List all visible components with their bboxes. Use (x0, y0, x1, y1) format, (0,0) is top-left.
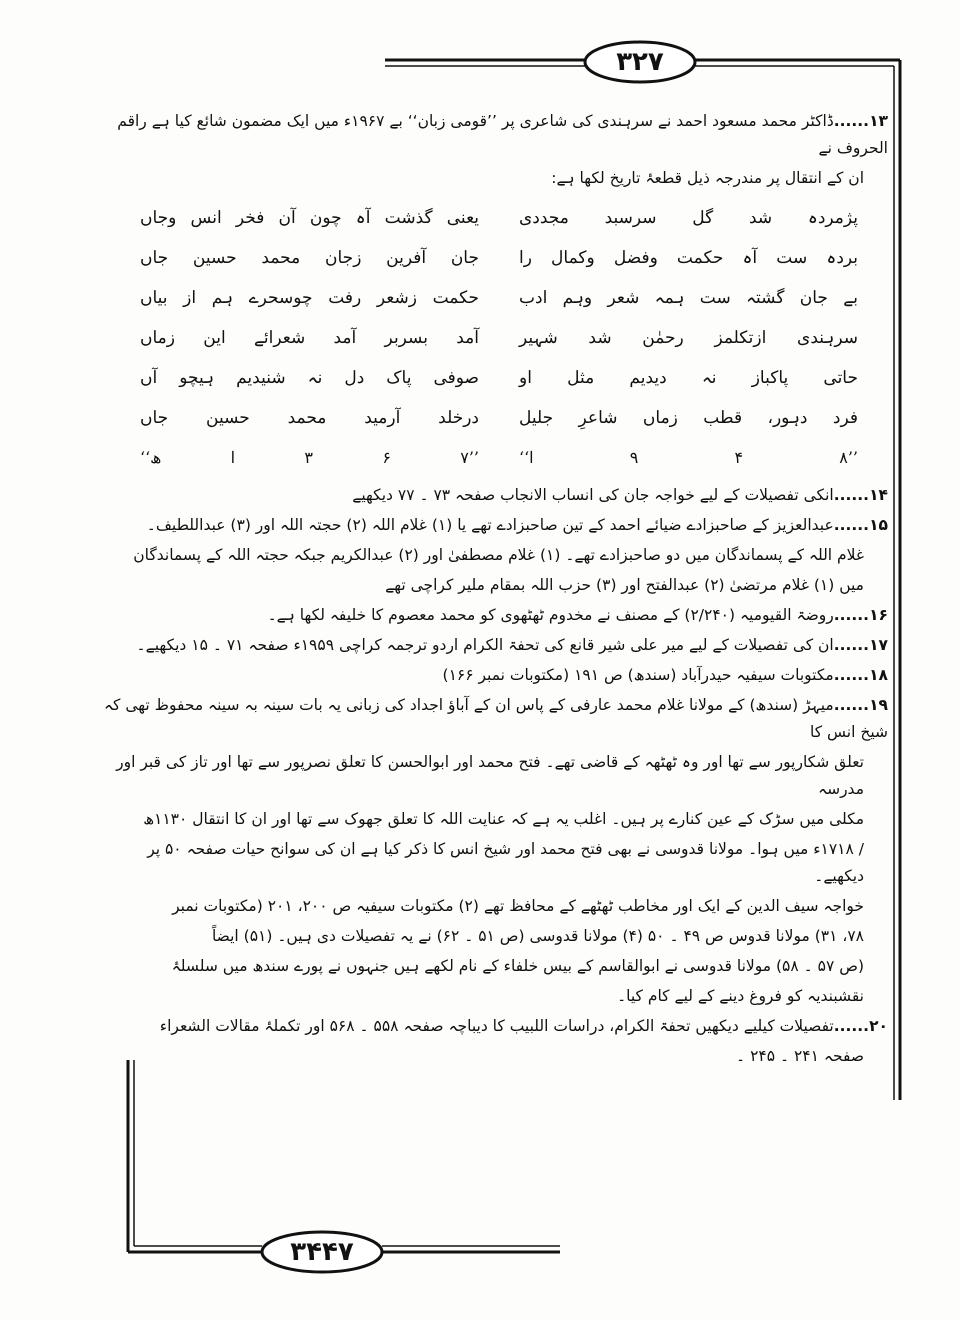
note-number: ۲۰...... (833, 1017, 888, 1035)
chronogram-year-digits (519, 438, 858, 478)
note-number: ۱۶...... (833, 606, 888, 624)
poem-line: صوفی پاک دل نہ شنیدیم ہیچو آں (140, 368, 479, 388)
poem-line: حکمت زشعر رفت چوسحرے ہم از بیاں (140, 288, 479, 308)
poem-line: پژمردہ شد گل سرسبد مجددی (519, 208, 858, 228)
page-number-top: ۳۲۷ (616, 47, 664, 77)
note-18 (100, 662, 888, 689)
note-20 (100, 1013, 888, 1040)
poem-line: درخلد آرمید محمد حسین جاں (140, 408, 479, 428)
note-13 (100, 108, 888, 162)
note-19-continued: خواجہ سیف الدین کے ایک اور مخاطب ٹھٹھے کے محافظ تھے (۲) مکتوبات سیفیہ ص ۲۰۰، ۲۰۱ (مکتوبات نمبر (172, 897, 864, 915)
poem-line: سرہندی ازتکلمز رحمٰن شد شہیر (519, 328, 858, 348)
note-17 (100, 632, 888, 659)
digit: ’’۷ (460, 448, 479, 467)
note-19-continued: نقشبندیہ کو فروغ دینے کے لیے کام کیا۔ (617, 987, 864, 1005)
note-text: میہڑ (سندھ) کے مولانا غلام محمد عارفی کے پاس ان کے آباؤ اجداد کی زبانی یہ بات سینہ بہ سینہ محفوظ تھی کہ شیخ انس کا (103, 696, 888, 741)
page-number-bottom: ۳۴۴۷ (290, 1237, 354, 1267)
note-number: ۱۹...... (833, 696, 888, 714)
note-14 (100, 482, 888, 509)
note-text: مکتوبات سیفیہ حیدرآباد (سندھ) ص ۱۹۱ (مکتوبات نمبر ۱۶۶) (442, 666, 834, 684)
note-number: ۱۷...... (833, 636, 888, 654)
digit: ’’۸ (839, 448, 858, 467)
note-text: انکی تفصیلات کے لیے خواجہ جان کی انساب الانجاب صفحہ ۷۳ ۔ ۷۷ دیکھیے (352, 486, 834, 504)
note-19-continued: (ص ۵۷ ۔ ۵۸) مولانا قدوسی نے ابوالقاسم کے بیس خلفاء کے نام لکھے ہیں جنہوں نے پورے سندھ میں سلسلۂ (171, 957, 864, 975)
chronogram-poem (140, 198, 858, 478)
footnotes (100, 108, 888, 1073)
chronogram-hijri-digits (140, 438, 479, 478)
note-20-continued: صفحہ ۲۴۱ ۔ ۲۴۵ ۔ (736, 1047, 864, 1065)
note-number: ۱۳...... (833, 112, 888, 130)
digit: ۶ (382, 448, 391, 467)
poem-line: حاتی پاکباز نہ دیدیم مثل او (519, 368, 858, 388)
note-19-continued: / ۱۷۱۸ء میں ہوا۔ مولانا قدوسی نے بھی فتح محمد اور شیخ انس کا ذکر کیا ہے ان کی سوانح حیات صفحہ ۵۰ پر دیکھیے۔ (147, 840, 864, 885)
poem-line: بردہ ست آہ حکمت وفضل وکمال را (519, 248, 858, 268)
note-text: تفصیلات کیلیے دیکھیں تحفۃ الکرام، دراسات اللبیب کا دیباچہ صفحہ ۵۵۸ ۔ ۵۶۸ اور تکملۂ مقالات الشعراء (159, 1017, 834, 1035)
note-15-continued: غلام اللہ کے پسماندگان میں دو صاحبزادے تھے۔ (۱) غلام مصطفیٰ اور (۲) عبدالکریم جبکہ حجتہ اللہ کے پسماندگان (133, 546, 864, 564)
digit: ھ‘‘ (140, 448, 162, 467)
poem-line: جان آفرین زجان محمد حسین جاں (140, 248, 479, 268)
note-19 (100, 692, 888, 746)
note-number: ۱۸...... (833, 666, 888, 684)
note-15-continued: میں (۱) غلام مرتضیٰ (۲) عبدالفتح اور (۳) حزب اللہ بمقام ملیر کراچی تھے (385, 576, 864, 594)
poem-line: بے جان گشتہ ست ہمہ شعر وہم ادب (519, 288, 858, 308)
note-text: عبدالعزیز کے صاحبزادے ضیائے احمد کے تین صاحبزادے تھے یا (۱) غلام اللہ (۲) حجتہ اللہ اور (۳) عبداللطیف۔ (146, 516, 834, 534)
note-text: ان کی تفصیلات کے لیے میر علی شیر قانع کی تحفۃ الکرام اردو ترجمہ کراچی ۱۹۵۹ء صفحہ ۷۱ ۔ ۱۵ دیکھیے۔ (136, 636, 834, 654)
note-19-continued: مکلی میں سڑک کے عین کنارے پر ہیں۔ اغلب یہ ہے کہ عنایت اللہ کا تعلق جھوک سے تھا اور ان کا انتقال ۱۱۳۰ھ (143, 810, 864, 828)
note-19-continued: ۷۸، ۳۱) مولانا قدوس ص ۴۹ ۔ ۵۰ (۴) مولانا قدوسی (ص ۵۱ ۔ ۶۲) نے یہ تفصیلات دی ہیں۔ (۵۱) ایضاً (211, 927, 864, 945)
chronogram-date-row (140, 438, 858, 478)
note-text: روضۃ القیومیہ (۲/۲۴۰) کے مصنف نے مخدوم ٹھٹھوی کو محمد معصوم کا خلیفہ لکھا ہے۔ (267, 606, 834, 624)
note-19-continued: تعلق شکارپور سے تھا اور وہ ٹھٹھہ کے قاضی تھے۔ فتح محمد اور ابوالحسن کا تعلق نصرپور سے تھا اور تاز کی قبر اور مدرسہ (116, 753, 864, 798)
poem-line: یعنی گذشت آہ چون آن فخر انس وجاں (140, 208, 479, 228)
digit: ۴ (734, 448, 744, 467)
poem-line: فرد دہور، قطب زماں شاعرِ جلیل (519, 408, 858, 428)
digit: ۳ (304, 448, 314, 467)
note-text: ڈاکٹر محمد مسعود احمد نے سرہندی کی شاعری پر ’’قومی زبان‘‘ بے ۱۹۶۷ء میں ایک مضمون شائع کیا ہے راقم الحروف نے (117, 112, 888, 157)
note-16 (100, 602, 888, 629)
digit: ا (230, 448, 236, 467)
poem-line: آمد بسربر آمد شعرائے این زماں (140, 328, 479, 348)
note-15 (100, 512, 888, 539)
digit: ۹ (629, 448, 639, 467)
note-number: ۱۵...... (833, 516, 888, 534)
note-number: ۱۴...... (833, 486, 888, 504)
digit: ا‘‘ (519, 448, 534, 467)
note-13-continued: ان کے انتقال پر مندرجہ ذیل قطعۂ تاریخ لکھا ہے: (551, 169, 864, 187)
